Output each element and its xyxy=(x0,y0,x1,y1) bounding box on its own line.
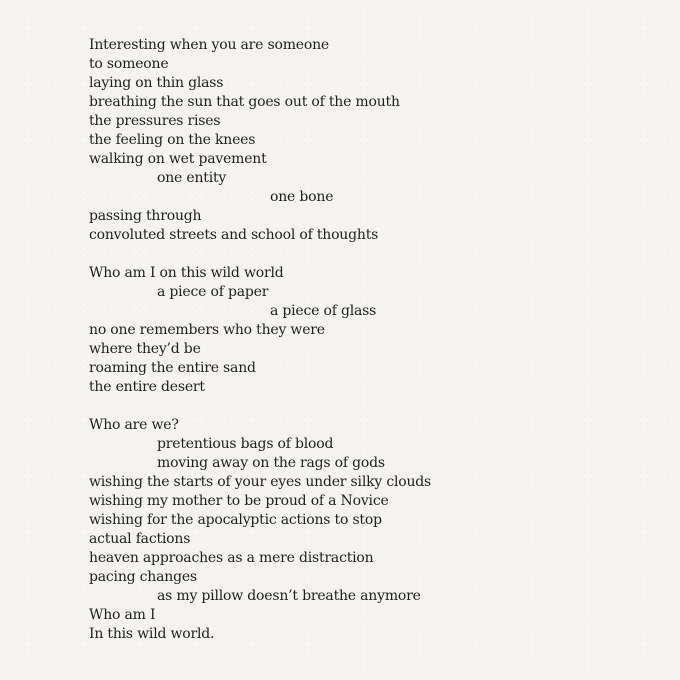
poem-line: roaming the entire sand xyxy=(89,360,256,376)
poem-line: a piece of paper xyxy=(157,284,269,300)
poem-line: walking on wet pavement xyxy=(89,151,267,167)
poem-line: laying on thin glass xyxy=(89,75,224,91)
stanza xyxy=(89,36,649,245)
poem-line: moving away on the rags of gods xyxy=(157,455,385,471)
poem-line: pretentious bags of blood xyxy=(157,436,334,452)
poem-line: the entire desert xyxy=(89,379,205,395)
poem-line: the feeling on the knees xyxy=(89,132,256,148)
poem-line: passing through xyxy=(89,208,202,224)
poem-line: pacing changes xyxy=(89,569,197,585)
poem-line: one entity xyxy=(157,170,227,186)
poem-line: a piece of glass xyxy=(270,303,377,319)
poem-line: to someone xyxy=(89,56,169,72)
poem-line: Who am I on this wild world xyxy=(89,265,284,281)
poem-line: actual factions xyxy=(89,531,191,547)
poem-line: convoluted streets and school of thoughts xyxy=(89,227,379,243)
poem-line: one bone xyxy=(270,189,334,205)
poem-line: the pressures rises xyxy=(89,113,221,129)
stanza xyxy=(89,264,649,397)
poem-line: wishing for the apocalyptic actions to stop xyxy=(89,512,382,528)
poem-line: wishing my mother to be proud of a Novice xyxy=(89,493,389,509)
poem-line: as my pillow doesn’t breathe anymore xyxy=(157,588,421,604)
poem-line: Who am I xyxy=(89,607,156,623)
poem-body xyxy=(89,36,649,644)
stanza xyxy=(89,416,649,644)
poem-line: wishing the starts of your eyes under silky clouds xyxy=(89,474,432,490)
poem-line: In this wild world. xyxy=(89,626,215,642)
poem-line: Interesting when you are someone xyxy=(89,37,329,53)
poem-line: Who are we? xyxy=(89,417,179,433)
poem-line: breathing the sun that goes out of the mouth xyxy=(89,94,400,110)
poem-line: where they’d be xyxy=(89,341,201,357)
poem-line: no one remembers who they were xyxy=(89,322,325,338)
poem-line: heaven approaches as a mere distraction xyxy=(89,550,374,566)
